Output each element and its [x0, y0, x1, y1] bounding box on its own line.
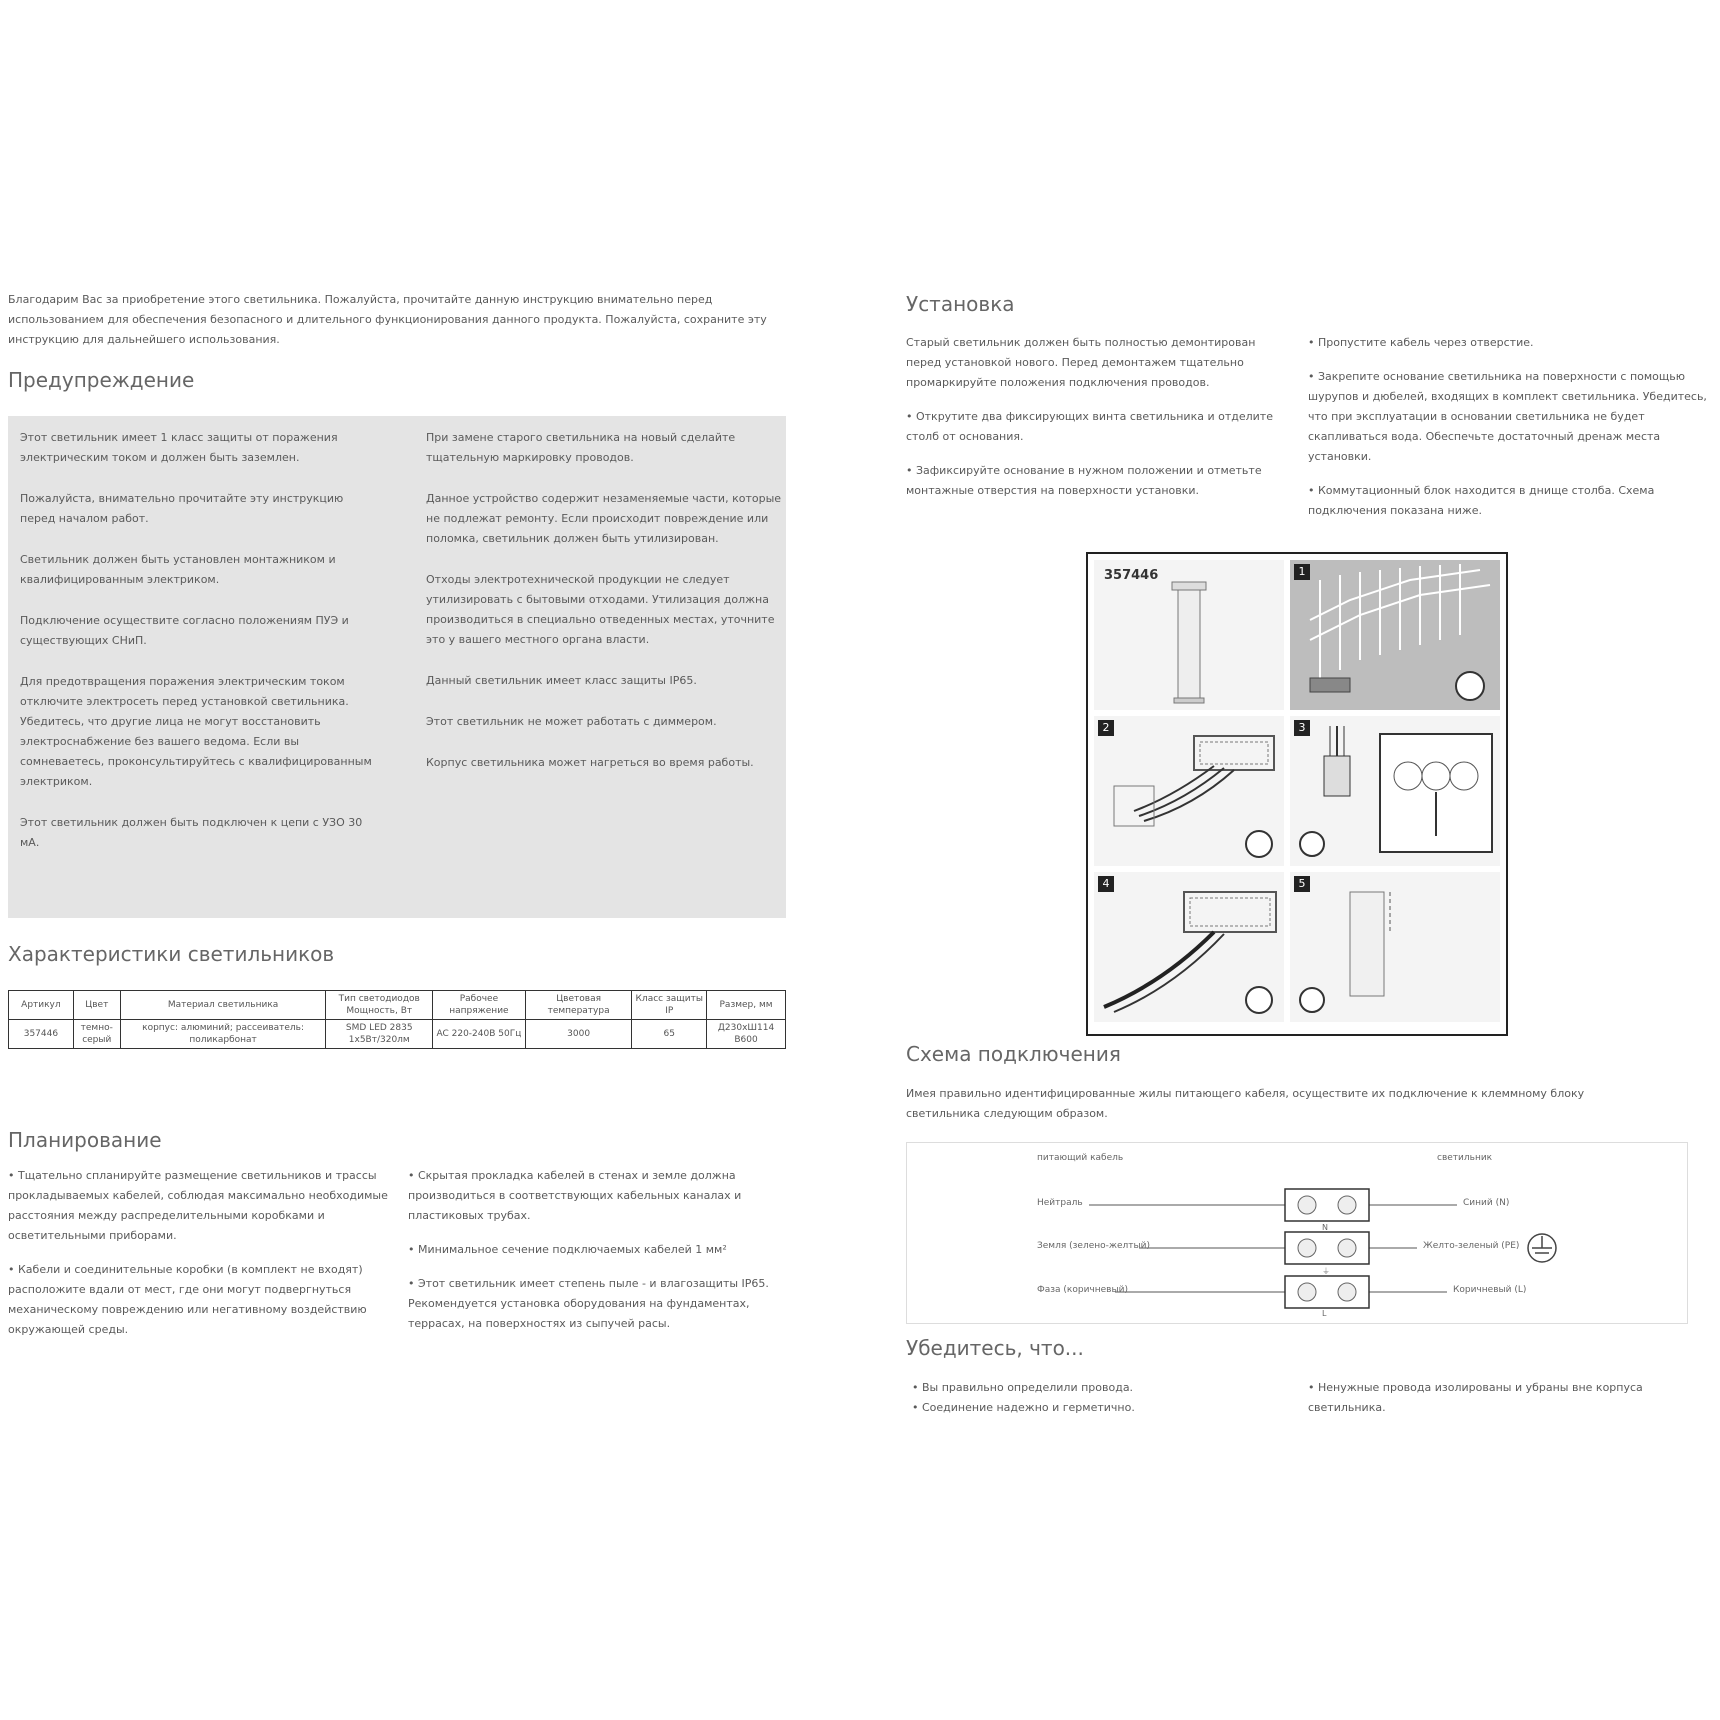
install-item: Старый светильник должен быть полностью демонтирован перед установкой нового. Перед демонтажем тщательно промаркируйте положения подключения проводов.	[906, 336, 1256, 389]
warning-box	[8, 416, 786, 918]
step-panel-1	[1290, 560, 1500, 710]
table-header-cell: Цвет	[73, 991, 120, 1020]
wire-label: Желто-зеленый (PE)	[1423, 1241, 1520, 1251]
table-cell: Д230хШ114 В600	[707, 1020, 786, 1049]
warning-item: Данный светильник имеет класс защиты IP65.	[426, 674, 697, 687]
specs-title: Характеристики светильников	[8, 942, 335, 966]
specs-table	[8, 990, 786, 1049]
step-number: 5	[1294, 876, 1310, 892]
ground-symbol-icon	[1528, 1234, 1556, 1262]
warning-item: Данное устройство содержит незаменяемые части, которые не подлежат ремонту. Если происходит повреждение или поломка, светильник должен быть утилизирован.	[426, 492, 782, 545]
table-cell: SMD LED 2835 1х5Вт/320лм	[326, 1020, 433, 1049]
warning-item: Этот светильник должен быть подключен к цепи с УЗО 30 мА.	[20, 816, 363, 849]
warning-item: Пожалуйста, внимательно прочитайте эту инструкцию перед началом работ.	[20, 492, 344, 525]
planning-title: Планирование	[8, 1128, 162, 1152]
install-left-column	[906, 333, 1286, 515]
install-right-column	[1308, 333, 1710, 535]
table-header-cell: Класс защиты IP	[632, 991, 707, 1020]
cable-entry-illustration	[1094, 716, 1284, 866]
check-item: • Вы правильно определили провода.	[912, 1381, 1134, 1394]
drill-illustration	[1290, 560, 1500, 710]
wire-label: Фаза (коричневый)	[1037, 1285, 1128, 1295]
check-right-column	[1308, 1378, 1688, 1418]
step-panel-3	[1290, 716, 1500, 866]
step-panel-2	[1094, 716, 1284, 866]
warning-item: Светильник должен быть установлен монтажником и квалифицированным электриком.	[20, 553, 336, 586]
step-panel-5	[1290, 872, 1500, 1022]
table-cell: корпус: алюминий; рассеиватель: поликарбонат	[120, 1020, 326, 1049]
table-header-cell: Материал светильника	[120, 991, 326, 1020]
step-number: 4	[1098, 876, 1114, 892]
table-header-cell: Рабочее напряжение	[433, 991, 526, 1020]
warning-item: Этот светильник имеет 1 класс защиты от поражения электрическим током и должен быть заземлен.	[20, 431, 338, 464]
install-item: • Закрепите основание светильника на поверхности с помощью шурупов и дюбелей, входящих в комплект светильника. Убедитесь, что при эксплуатации в основании светильника не будет скапливаться вода. Обеспечьте достаточный дренаж места установки.	[1308, 370, 1707, 463]
table-cell: темно-серый	[73, 1020, 120, 1049]
planning-item: • Этот светильник имеет степень пыле - и влагозащиты IP65. Рекомендуется установка оборудования на фундаментах, террасах, на поверхностях из сыпучей расы.	[408, 1277, 769, 1330]
wire-label: Земля (зелено-желтый)	[1037, 1241, 1150, 1251]
wire-label: Синий (N)	[1463, 1198, 1510, 1208]
table-header-cell: Артикул	[9, 991, 74, 1020]
install-item: • Пропустите кабель через отверстие.	[1308, 336, 1534, 349]
check-left-column	[912, 1378, 1292, 1418]
lamp-post-illustration	[1094, 560, 1284, 710]
wiring-text: Имея правильно идентифицированные жилы питающего кабеля, осуществите их подключение к клеммному блоку светильника следующим образом.	[906, 1087, 1585, 1120]
wiring-title: Схема подключения	[906, 1042, 1121, 1066]
wiring-diagram	[906, 1142, 1688, 1324]
warning-left-column	[20, 428, 380, 874]
model-number: 357446	[1104, 568, 1159, 583]
step-number: 2	[1098, 720, 1114, 736]
terminal-connection-illustration	[1290, 716, 1500, 866]
install-title: Установка	[906, 292, 1015, 316]
planning-item: • Тщательно спланируйте размещение светильников и трассы прокладываемых кабелей, соблюдая максимально необходимые расстояния между распределительными коробками и осветительными приборами.	[8, 1169, 388, 1242]
warning-item: Корпус светильника может нагреться во время работы.	[426, 756, 754, 769]
warning-item: При замене старого светильника на новый сделайте тщательную маркировку проводов.	[426, 431, 736, 464]
step-panel-4	[1094, 872, 1284, 1022]
warning-item: Отходы электротехнической продукции не следует утилизировать с бытовыми отходами. Утилизация должна производиться в специально отведенных местах, уточните это у вашего местного органа власти.	[426, 573, 775, 646]
table-cell: 65	[632, 1020, 707, 1049]
lamp-label: светильник	[1437, 1153, 1493, 1163]
table-row	[9, 1020, 786, 1049]
product-panel	[1094, 560, 1284, 710]
installation-diagram	[1086, 552, 1508, 1036]
warning-title: Предупреждение	[8, 368, 195, 392]
install-item: • Зафиксируйте основание в нужном положении и отметьте монтажные отверстия на поверхности установки.	[906, 464, 1262, 497]
planning-item: • Минимальное сечение подключаемых кабелей 1 мм²	[408, 1243, 727, 1256]
terminal-mark: L	[1322, 1309, 1327, 1318]
check-title: Убедитесь, что...	[906, 1336, 1084, 1360]
check-item: • Соединение надежно и герметично.	[912, 1401, 1135, 1414]
step-number: 3	[1294, 720, 1310, 736]
warning-item: Этот светильник не может работать с диммером.	[426, 715, 717, 728]
install-item: • Открутите два фиксирующих винта светильника и отделите столб от основания.	[906, 410, 1273, 443]
terminal-mark: N	[1322, 1223, 1328, 1232]
install-item: • Коммутационный блок находится в днище столба. Схема подключения показана ниже.	[1308, 484, 1655, 517]
table-header-cell: Размер, мм	[707, 991, 786, 1020]
table-cell: AC 220-240В 50Гц	[433, 1020, 526, 1049]
intro-text: Благодарим Вас за приобретение этого светильника. Пожалуйста, прочитайте данную инструкцию внимательно перед использованием для обеспечения безопасного и длительного функционирования данного продукта. Пожалуйста, сохраните эту инструкцию для дальнейшего использования.	[8, 293, 767, 346]
table-header-cell: Цветовая температура	[525, 991, 632, 1020]
planning-item: • Кабели и соединительные коробки (в комплект не входят) расположите вдали от мест, где они могут подвергнуться механическому повреждению или негативному воздействию окружающей среды.	[8, 1263, 367, 1336]
post-assembly-illustration	[1290, 872, 1500, 1022]
step-number: 1	[1294, 564, 1310, 580]
table-header-cell: Тип светодиодов Мощность, Вт	[326, 991, 433, 1020]
warning-item: Для предотвращения поражения электрическим током отключите электросеть перед установкой светильника. Убедитесь, что другие лица не могут восстановить электроснабжение без вашего ведома. Если вы сомневаетесь, проконсультируйтесь с квалифицированным электриком.	[20, 675, 372, 788]
base-mount-illustration	[1094, 872, 1284, 1022]
table-cell: 357446	[9, 1020, 74, 1049]
check-item: • Ненужные провода изолированы и убраны вне корпуса светильника.	[1308, 1381, 1643, 1414]
table-cell: 3000	[525, 1020, 632, 1049]
planning-right-column	[408, 1166, 778, 1348]
supply-cable-label: питающий кабель	[1037, 1153, 1124, 1163]
warning-right-column	[426, 428, 786, 794]
terminal-block-illustration	[907, 1143, 1687, 1323]
planning-item: • Скрытая прокладка кабелей в стенах и земле должна производиться в соответствующих кабельных каналах и пластиковых трубах.	[408, 1169, 742, 1222]
table-header-row	[9, 991, 786, 1020]
wire-label: Коричневый (L)	[1453, 1285, 1527, 1295]
terminal-mark: ⏚	[1322, 1267, 1330, 1276]
wire-label: Нейтраль	[1037, 1198, 1083, 1208]
warning-item: Подключение осуществите согласно положениям ПУЭ и существующих СНиП.	[20, 614, 349, 647]
planning-left-column	[8, 1166, 396, 1354]
